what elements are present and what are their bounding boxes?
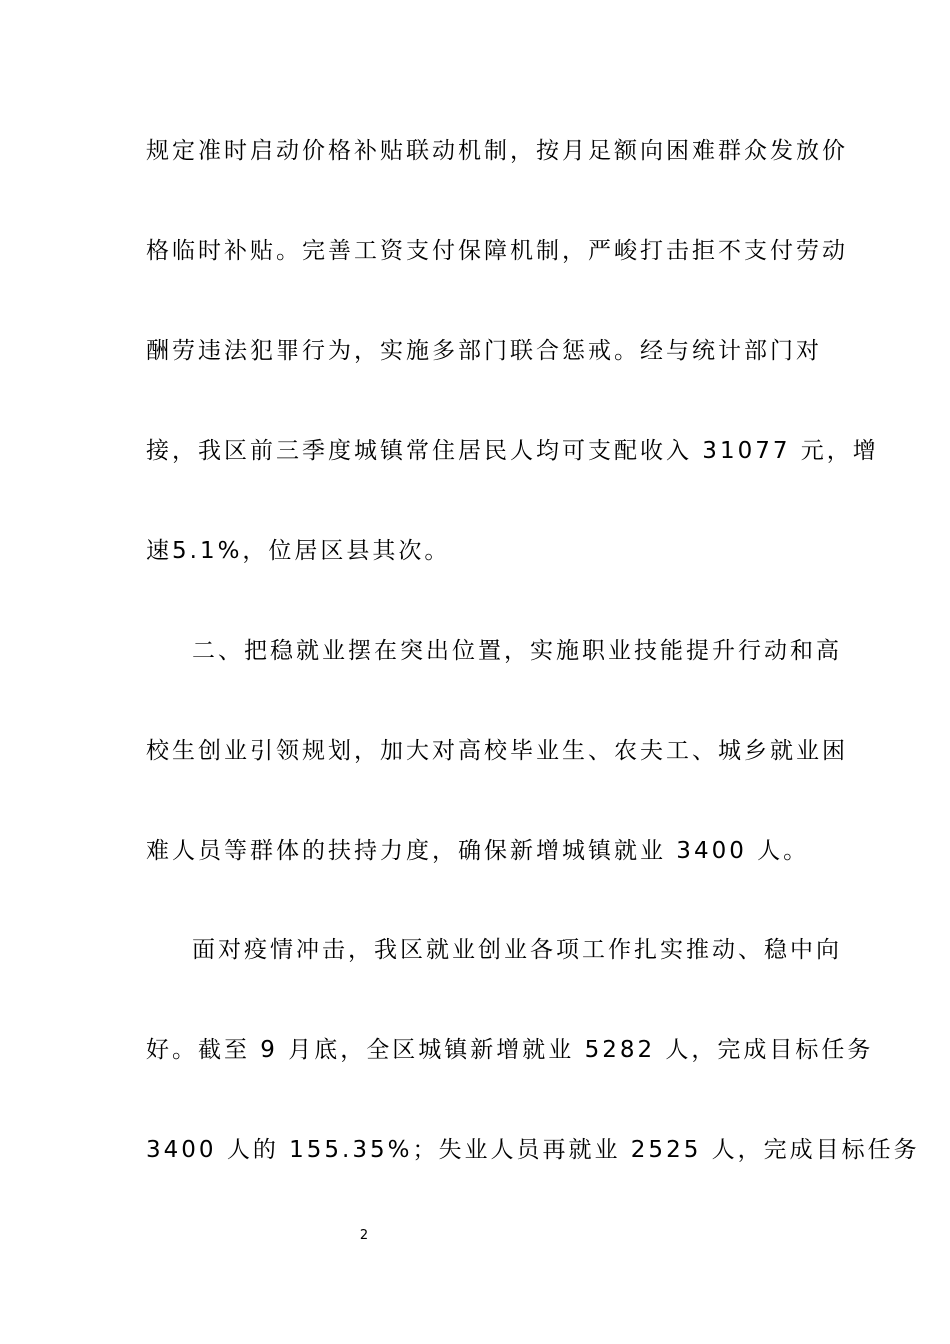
paragraph-line: 二、把稳就业摆在突出位置，实施职业技能提升行动和高	[192, 638, 842, 664]
paragraph-line: 校生创业引领规划，加大对高校毕业生、农夫工、城乡就业困	[146, 738, 848, 764]
paragraph-line: 接，我区前三季度城镇常住居民人均可支配收入 31077 元，增	[146, 438, 879, 464]
page-number: 2	[359, 1228, 369, 1243]
paragraph-line: 速5.1%，位居区县其次。	[146, 538, 451, 564]
paragraph-line: 3400 人的 155.35%；失业人员再就业 2525 人，完成目标任务	[146, 1137, 920, 1163]
paragraph-line: 规定准时启动价格补贴联动机制，按月足额向困难群众发放价	[146, 138, 848, 164]
paragraph-line: 酬劳违法犯罪行为，实施多部门联合惩戒。经与统计部门对	[146, 338, 822, 364]
paragraph-line: 格临时补贴。完善工资支付保障机制，严峻打击拒不支付劳动	[146, 238, 848, 264]
paragraph-line: 好。截至 9 月底，全区城镇新增就业 5282 人，完成目标任务	[146, 1037, 874, 1063]
paragraph-line: 面对疫情冲击，我区就业创业各项工作扎实推动、稳中向	[192, 937, 842, 963]
paragraph-line: 难人员等群体的扶持力度，确保新增城镇就业 3400 人。	[146, 838, 810, 864]
